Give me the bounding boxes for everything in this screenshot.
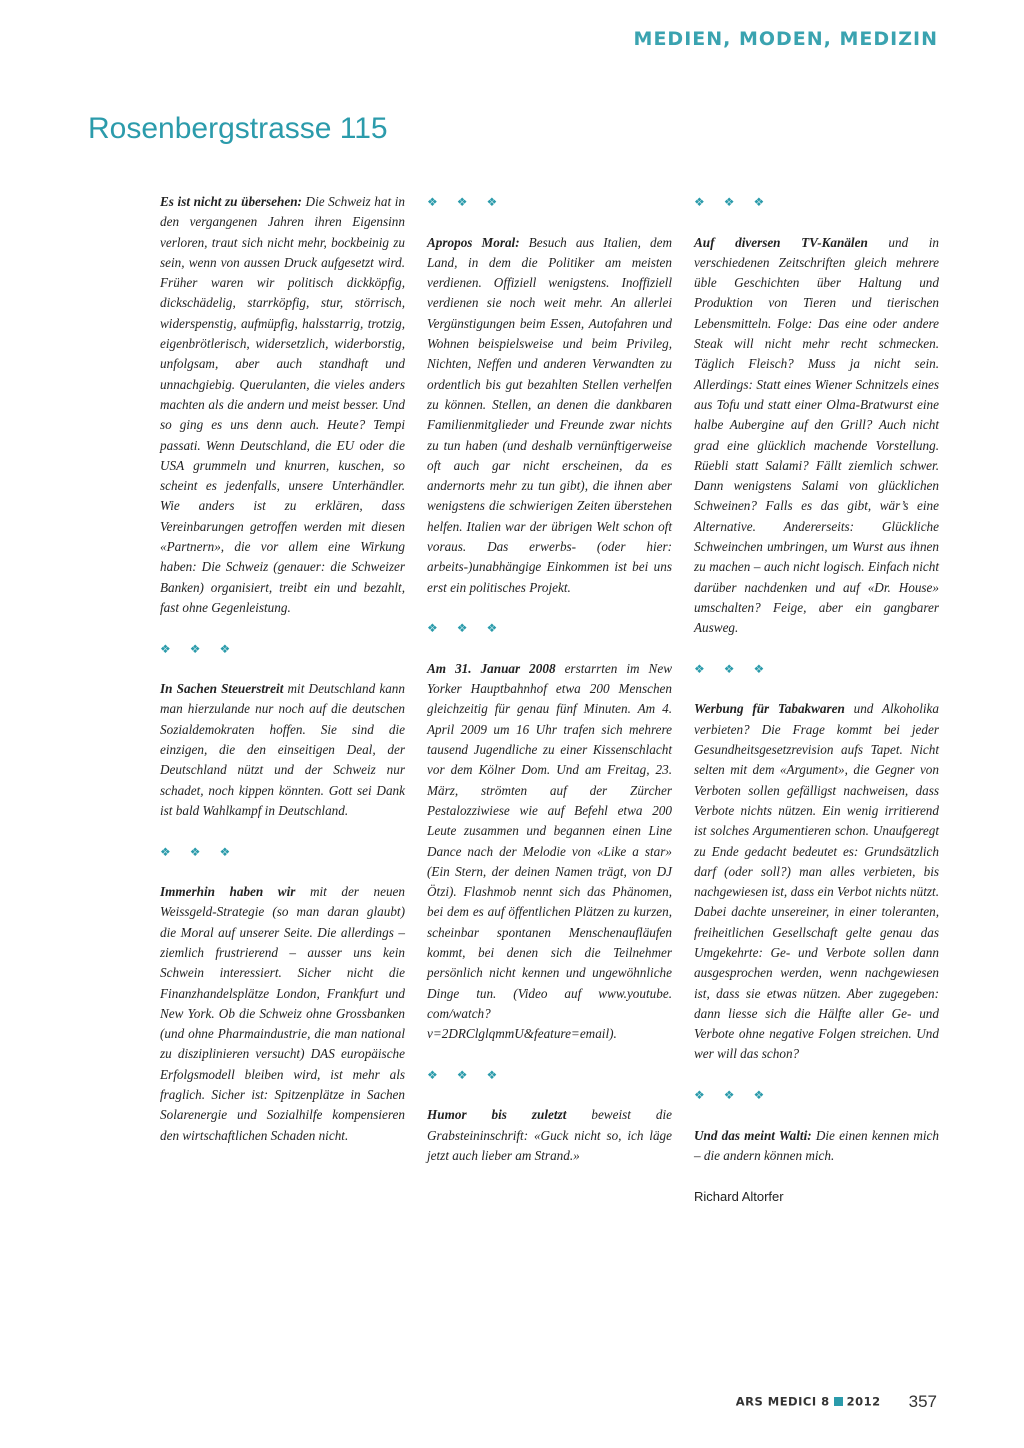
magazine-name: ARS MEDICI 8	[735, 1394, 830, 1409]
article-title: Rosenbergstrasse 115	[88, 112, 388, 145]
paragraph-text: Die einen kennen mich – die andern können mich.	[694, 1127, 939, 1163]
paragraph-text: und Alkoholika verbieten? Die Frage kommt bei jeder Gesundheitsgesetzrevision aufs Tapet. Nicht selten mit dem «Argument», die Gegner von Verboten sollen gefälligst nachweisen, dass Verbote nichts nützen. Ein wenig irritierend ist solches Argumentieren schon. Unaufgeregt zu Ende gedacht bedeutet es: Grundsätzlich darf (oder soll?) man alles verbieten, bis nachgewiesen ist, dass ein Verbot nichts nützt. Dabei dachte unsereiner, in einer toleranten, freiheitlichen Gesellschaft gelte genau das Umgekehrte: Ge- und Verbote sollen dann ausgesprochen werden, wenn nachgewiesen ist, dass sie etwas nützen. Aber zugegeben: dann liesse sich die Hälfte aller Ge- und Verbote ohne negative Folgen streichen. Und wer will das schon?	[694, 701, 940, 1062]
ornament-divider: ❖ ❖ ❖	[427, 195, 506, 209]
ornament-divider: ❖ ❖ ❖	[427, 621, 506, 636]
lead-in: Und das meint Walti:	[694, 1127, 812, 1143]
paragraph-text: Die Schweiz hat in den vergangenen Jahren ihren Eigensinn verloren, traut sich nicht mehr, bockbeinig zu sein, wenn von aussen Druck aufgesetzt wird. Früher waren wir politisch dickköpfig, dickschädelig, starrköpfig, stur, störrisch, widerspenstig, aufmüpfig, halsstarrig, trotzig, eigenbrötlerisch, widersetzlich, widerborstig, unfolgsam, aber auch standhaft und unnachgiebig. Querulanten, die vieles anders machten als die andern und meist besser. Und so ging es uns denn auch. Heute? Tempi passati. Wenn Deutschland, die EU oder die USA grummeln und knurren, kuschen, so scheint es jedenfalls, unsere Unterhändler. Wie anders ist zu erklären, dass Vereinbarungen getroffen werden mit diesen «Partnern», die vor allem eine Wirkung haben: Die Schweiz (genauer: die Schweizer Banken) organisiert, treibt ein und bezahlt, fast ohne Gegenleistung.	[160, 194, 405, 615]
square-separator-icon	[834, 1397, 843, 1406]
paragraph	[694, 233, 939, 639]
paragraph-text: mit Deutschland kann man hierzulande nur noch auf die deutschen Sozialdemokraten hoffen. Sie sind die einzigen, die den einseitigen Deal, der Deutschland nützt und der Schweiz nur schadet, noch kippen könnten. Gott sei Dank ist bald Wahlkampf in Deutschland.	[160, 681, 405, 818]
paragraph-text: und in verschiedenen Zeitschriften gleich mehrere üble Geschichten über Haltung und Produktion von Tieren und tierischen Lebensmitteln. Folge: Das eine oder andere Steak will nicht mehr recht schmecken. Täglich Fleisch? Muss ja nicht sein. Allerdings: Statt eines Wiener Schnitzels eines aus Tofu und statt einer Olma-Bratwurst eine halbe Aubergine auf den Grill? Auch nicht grad eine glücklich machende Vorstellung. Rüebli statt Salami? Fällt ziemlich schwer. Dann wenigstens Salami von glücklichen Schweinen? Falls es das gibt, wär’s eine Alternative. Andererseits: Glückliche Schweinchen umbringen, um Wurst aus ihnen zu machen – auch nicht logisch. Einfach nicht darüber nachdenken und auf «Dr. House» umschalten? Feige, aber ein gangbarer Ausweg.	[694, 234, 939, 636]
paragraph-text: beweist die Grabsteininschrift: «Guck nicht so, ich läge jetzt auch lieber am Strand.»	[427, 1107, 672, 1163]
paragraph-text: mit der neuen Weissgeld-Strategie (so man daran glaubt) die Moral auf unserer Seite. Die allerdings – ziemlich frustrierend – ausser uns kein Schwein interessiert. Sicher nicht die Finanzhandelsplätze London, Frankfurt und New York. Ob die Schweiz ohne Grossbanken (und ohne Pharmaindustrie, die man national zu disziplinieren versucht) DAS europäische Erfolgsmodell bleiben wird, ist mehr als fraglich. Sicher ist: Spitzenplätze in Sachen Solarenergie und Sozialhilfe kompensieren den wirtschaftlichen Schaden nicht.	[160, 884, 405, 1143]
paragraph	[427, 1105, 672, 1166]
paragraph	[160, 192, 405, 618]
lead-in: Humor bis zuletzt	[427, 1107, 567, 1123]
lead-in: Auf diversen TV-Kanälen	[694, 234, 868, 250]
paragraph	[427, 233, 672, 598]
author-name: Richard Altorfer	[694, 1188, 784, 1204]
column-3	[694, 192, 939, 1207]
paragraph	[694, 1126, 939, 1167]
lead-in: Am 31. Januar 2008	[427, 660, 556, 676]
page-footer	[736, 1391, 937, 1412]
paragraph	[694, 699, 939, 1064]
lead-in: Immerhin haben wir	[160, 884, 296, 900]
column-2	[427, 192, 672, 1166]
paragraph	[160, 679, 405, 821]
lead-in: Es ist nicht zu übersehen:	[160, 194, 302, 209]
ornament-divider: ❖ ❖ ❖	[427, 1067, 506, 1082]
ornament-divider: ❖ ❖ ❖	[160, 641, 239, 656]
ornament-divider: ❖ ❖ ❖	[694, 661, 773, 676]
page-number: 357	[908, 1391, 937, 1411]
lead-in: Apropos Moral:	[427, 234, 520, 250]
lead-in: In Sachen Steuerstreit	[160, 681, 284, 697]
ornament-divider: ❖ ❖ ❖	[694, 195, 773, 209]
issue-year: 2012	[846, 1394, 881, 1409]
paragraph-text: Besuch aus Italien, dem Land, in dem die Politiker am meisten verdienen. Offiziell wenigstens. Inoffiziell verdienen sie noch weit mehr. An allerlei Vergünstigungen beim Essen, Autofahren und Wohnen beispielsweise und beim Privileg, Nichten, Neffen und anderen Verwandten zu ordentlich bis gut bezahlten Stellen verhelfen zu können. Stellen, an denen die dankbaren Familienmitglieder und Freunde zwar nichts zu tun haben (und deshalb vernünftigerweise oft auch gar nicht erscheinen, da es andernorts mehr zu tun gibt), die ihnen aber wenigstens die schwierigen Zeiten überstehen helfen. Italien war der übrigen Welt schon oft voraus. Das erwerbs- (oder hier: arbeits-)unabhängige Einkommen ist bei uns erst ein politisches Projekt.	[427, 234, 672, 595]
ornament-divider: ❖ ❖ ❖	[160, 844, 239, 859]
paragraph	[427, 659, 672, 1045]
paragraph	[160, 882, 405, 1146]
ornament-divider: ❖ ❖ ❖	[694, 1088, 773, 1103]
column-1	[160, 192, 405, 1146]
paragraph-text: erstarrten im New Yorker Hauptbahnhof etwa 200 Menschen gleichzeitig für genau fünf Minuten. Am 4. April 2009 um 16 Uhr trafen sich mehrere tausend Jugendliche zu einer Kissenschlacht vor dem Kölner Dom. Und am Freitag, 23. März, strömten auf der Zürcher Pestalozziwiese wie auf Befehl etwa 200 Leute zusammen und begannen einen Line Dance nach der Melodie von «Like a star» (Ein Stern, der deinen Namen trägt, von DJ Ötzi). Flashmob nennt sich das Phänomen, bei dem es auf öffentlichen Plätzen zu kurzen, scheinbar spontanen Menschenaufläufen kommt, bei denen sich die Teilnehmer persönlich nicht kennen und ungewöhnliche Dinge tun. (Video auf www.youtube. com/watch?v=2DRClglqmmU&feature=email).	[427, 660, 672, 1042]
section-label: MEDIEN, MODEN, MEDIZIN	[633, 28, 938, 50]
lead-in: Werbung für Tabakwaren	[694, 701, 845, 717]
